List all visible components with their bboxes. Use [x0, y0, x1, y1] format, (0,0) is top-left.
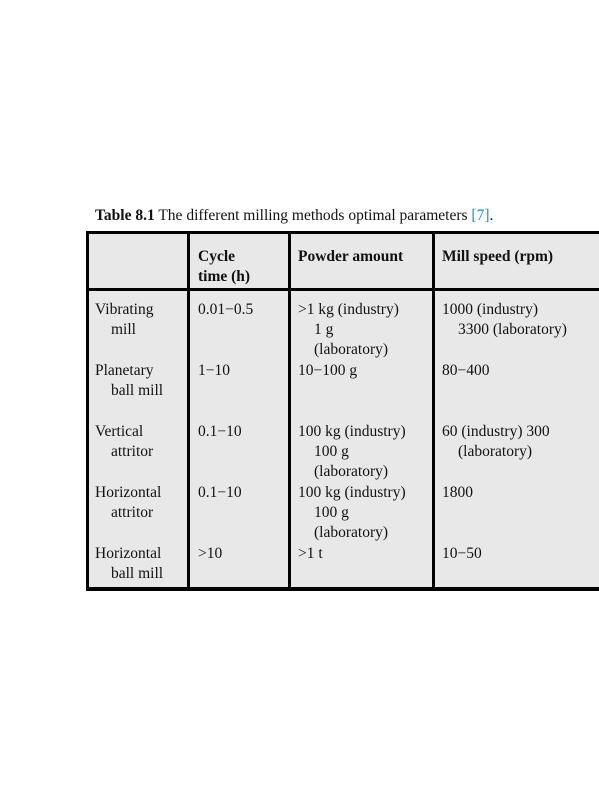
table-row-speed: 10−50	[442, 545, 482, 562]
table-row-powder: >1 kg (industry) 1 g (laboratory)	[298, 301, 399, 358]
header-cycle-time: Cycle time (h)	[198, 248, 251, 285]
table-row-powder: >1 t	[298, 545, 323, 562]
column-divider	[187, 234, 190, 587]
table-row-speed: 80−400	[442, 362, 490, 379]
caption-period: .	[489, 207, 494, 224]
column-divider	[432, 234, 435, 587]
table-row-cycle: 0.1−10	[198, 423, 242, 440]
table-row-speed: 1800	[442, 484, 473, 501]
table-row-speed: 1000 (industry) 3300 (laboratory)	[442, 301, 567, 338]
column-divider	[288, 234, 291, 587]
table-row-cycle: 0.01−0.5	[198, 301, 254, 318]
table-row-cycle: 1−10	[198, 362, 230, 379]
table-caption	[95, 206, 493, 226]
table-row-cycle: 0.1−10	[198, 484, 242, 501]
table-row-powder: 100 kg (industry) 100 g (laboratory)	[298, 423, 406, 480]
table-row-method: Vertical attritor	[95, 423, 154, 460]
table-row-powder: 100 kg (industry) 100 g (laboratory)	[298, 484, 406, 541]
table-row-cycle: >10	[198, 545, 223, 562]
milling-parameters-table	[86, 231, 599, 591]
caption-label: Table 8.1	[95, 207, 155, 224]
caption-reference-link[interactable]: [7]	[471, 207, 490, 224]
header-divider	[89, 288, 599, 291]
header-mill-speed: Mill speed (rpm)	[442, 248, 554, 265]
header-powder-amount: Powder amount	[298, 248, 404, 265]
table-row-method: Horizontal attritor	[95, 484, 162, 521]
table-row-powder: 10−100 g	[298, 362, 358, 379]
table-row-method: Horizontal ball mill	[95, 545, 164, 582]
table-row-speed: 60 (industry) 300 (laboratory)	[442, 423, 550, 460]
table-row-method: Vibrating mill	[95, 301, 154, 338]
caption-text: The different milling methods optimal parameters	[158, 207, 468, 224]
table-row-method: Planetary ball mill	[95, 362, 164, 399]
